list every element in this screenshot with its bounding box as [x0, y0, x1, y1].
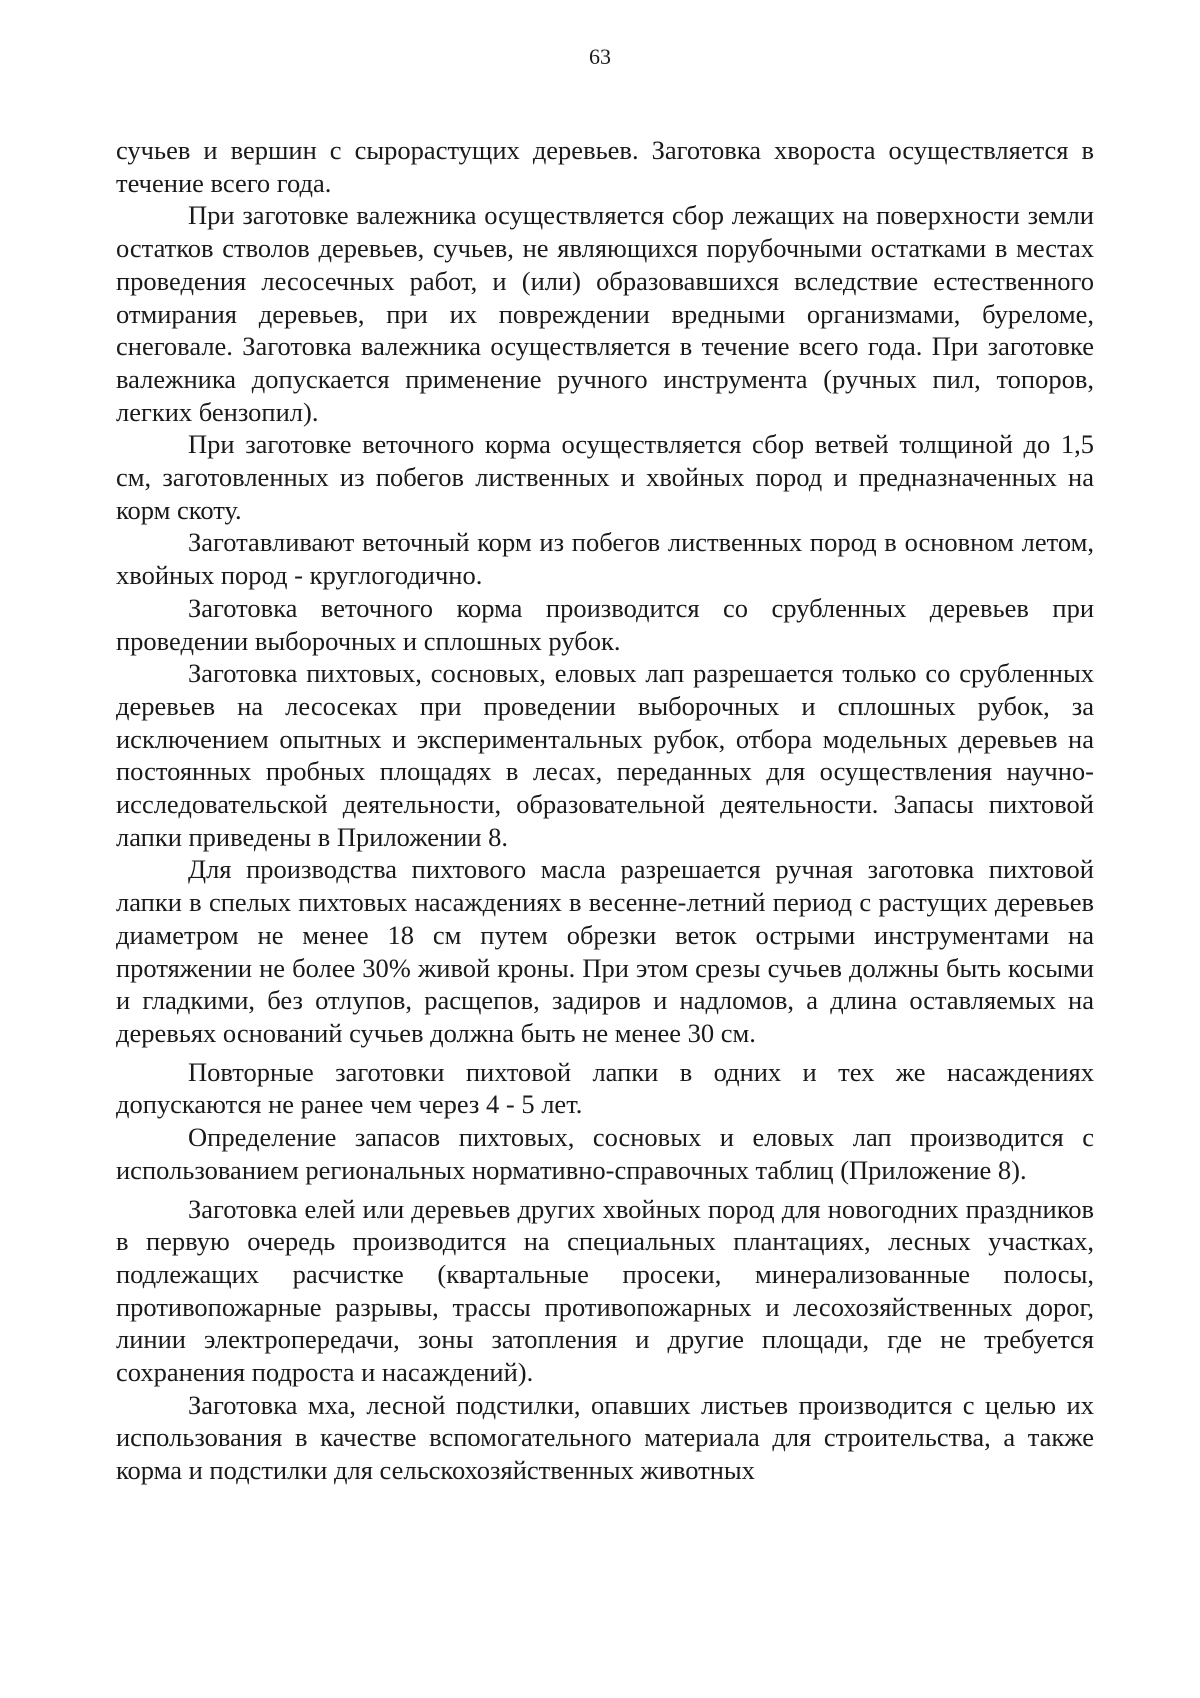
paragraph-4: Заготавливают веточный корм из побегов лиственных пород в основном летом, хвойных пород - круглогодично. [116, 527, 1094, 591]
paragraph-7: Для производства пихтового масла разрешается ручная заготовка пихтовой лапки в спелых пихтовых насаждениях в весенне-летний период с растущих деревьев диаметром не менее 18 см путем обрезки веток острыми инструментами на протяжении не более 30% живой кроны. При этом срезы сучьев должны быть косыми и гладкими, без отлупов, расщепов, задиров и надломов, а длина оставляемых на деревьях оснований сучьев должна быть не менее 30 см. [116, 854, 1094, 1048]
paragraph-9: Определение запасов пихтовых, сосновых и еловых лап производится с использованием региональных нормативно-справочных таблиц (Приложение 8). [116, 1122, 1094, 1185]
document-body [116, 134, 1094, 1487]
paragraph-10: Заготовка елей или деревьев других хвойных пород для новогодних праздников в первую очередь производится на специальных плантациях, лесных участках, подлежащих расчистке (квартальные просеки, минерализованные полосы, противопожарные разрывы, трассы противопожарных и лесохозяйственных дорог, линии электропередачи, зоны затопления и другие площади, где не требуется сохранения подроста и насаждений). [116, 1193, 1094, 1388]
paragraph-6: Заготовка пихтовых, сосновых, еловых лап разрешается только со срубленных деревьев на лесосеках при проведении выборочных и сплошных рубок, за исключением опытных и экспериментальных рубок, отбора модельных деревьев на постоянных пробных площадях в лесах, переданных для осуществления научно-исследовательской деятельности, образовательной деятельности. Запасы пихтовой лапки приведены в Приложении 8. [116, 658, 1094, 852]
paragraph-2: При заготовке валежника осуществляется сбор лежащих на поверхности земли остатков стволов деревьев, сучьев, не являющихся порубочными остатками в местах проведения лесосечных работ, и (или) образовавшихся вследствие естественного отмирания деревьев, при их повреждении вредными организмами, буреломе, снеговале. Заготовка валежника осуществляется в течение всего года. При заготовке валежника допускается применение ручного инструмента (ручных пил, топоров, легких бензопил). [116, 200, 1094, 427]
paragraph-3: При заготовке веточного корма осуществляется сбор ветвей толщиной до 1,5 см, заготовленных из побегов лиственных и хвойных пород и предназначенных на корм скоту. [116, 429, 1094, 525]
paragraph-5: Заготовка веточного корма производится со срубленных деревьев при проведении выборочных и сплошных рубок. [116, 592, 1094, 656]
paragraph-11: Заготовка мха, лесной подстилки, опавших листьев производится с целью их использования в качестве вспомогательного материала для строительства, а также корма и подстилки для сельскохозяйственных животных [116, 1389, 1094, 1486]
page-number: 63 [589, 44, 611, 69]
paragraph-1: сучьев и вершин с сырорастущих деревьев. Заготовка хвороста осуществляется в течение всего года. [116, 135, 1094, 198]
paragraph-8: Повторные заготовки пихтовой лапки в одних и тех же насаждениях допускаются не ранее чем через 4 - 5 лет. [116, 1056, 1094, 1120]
